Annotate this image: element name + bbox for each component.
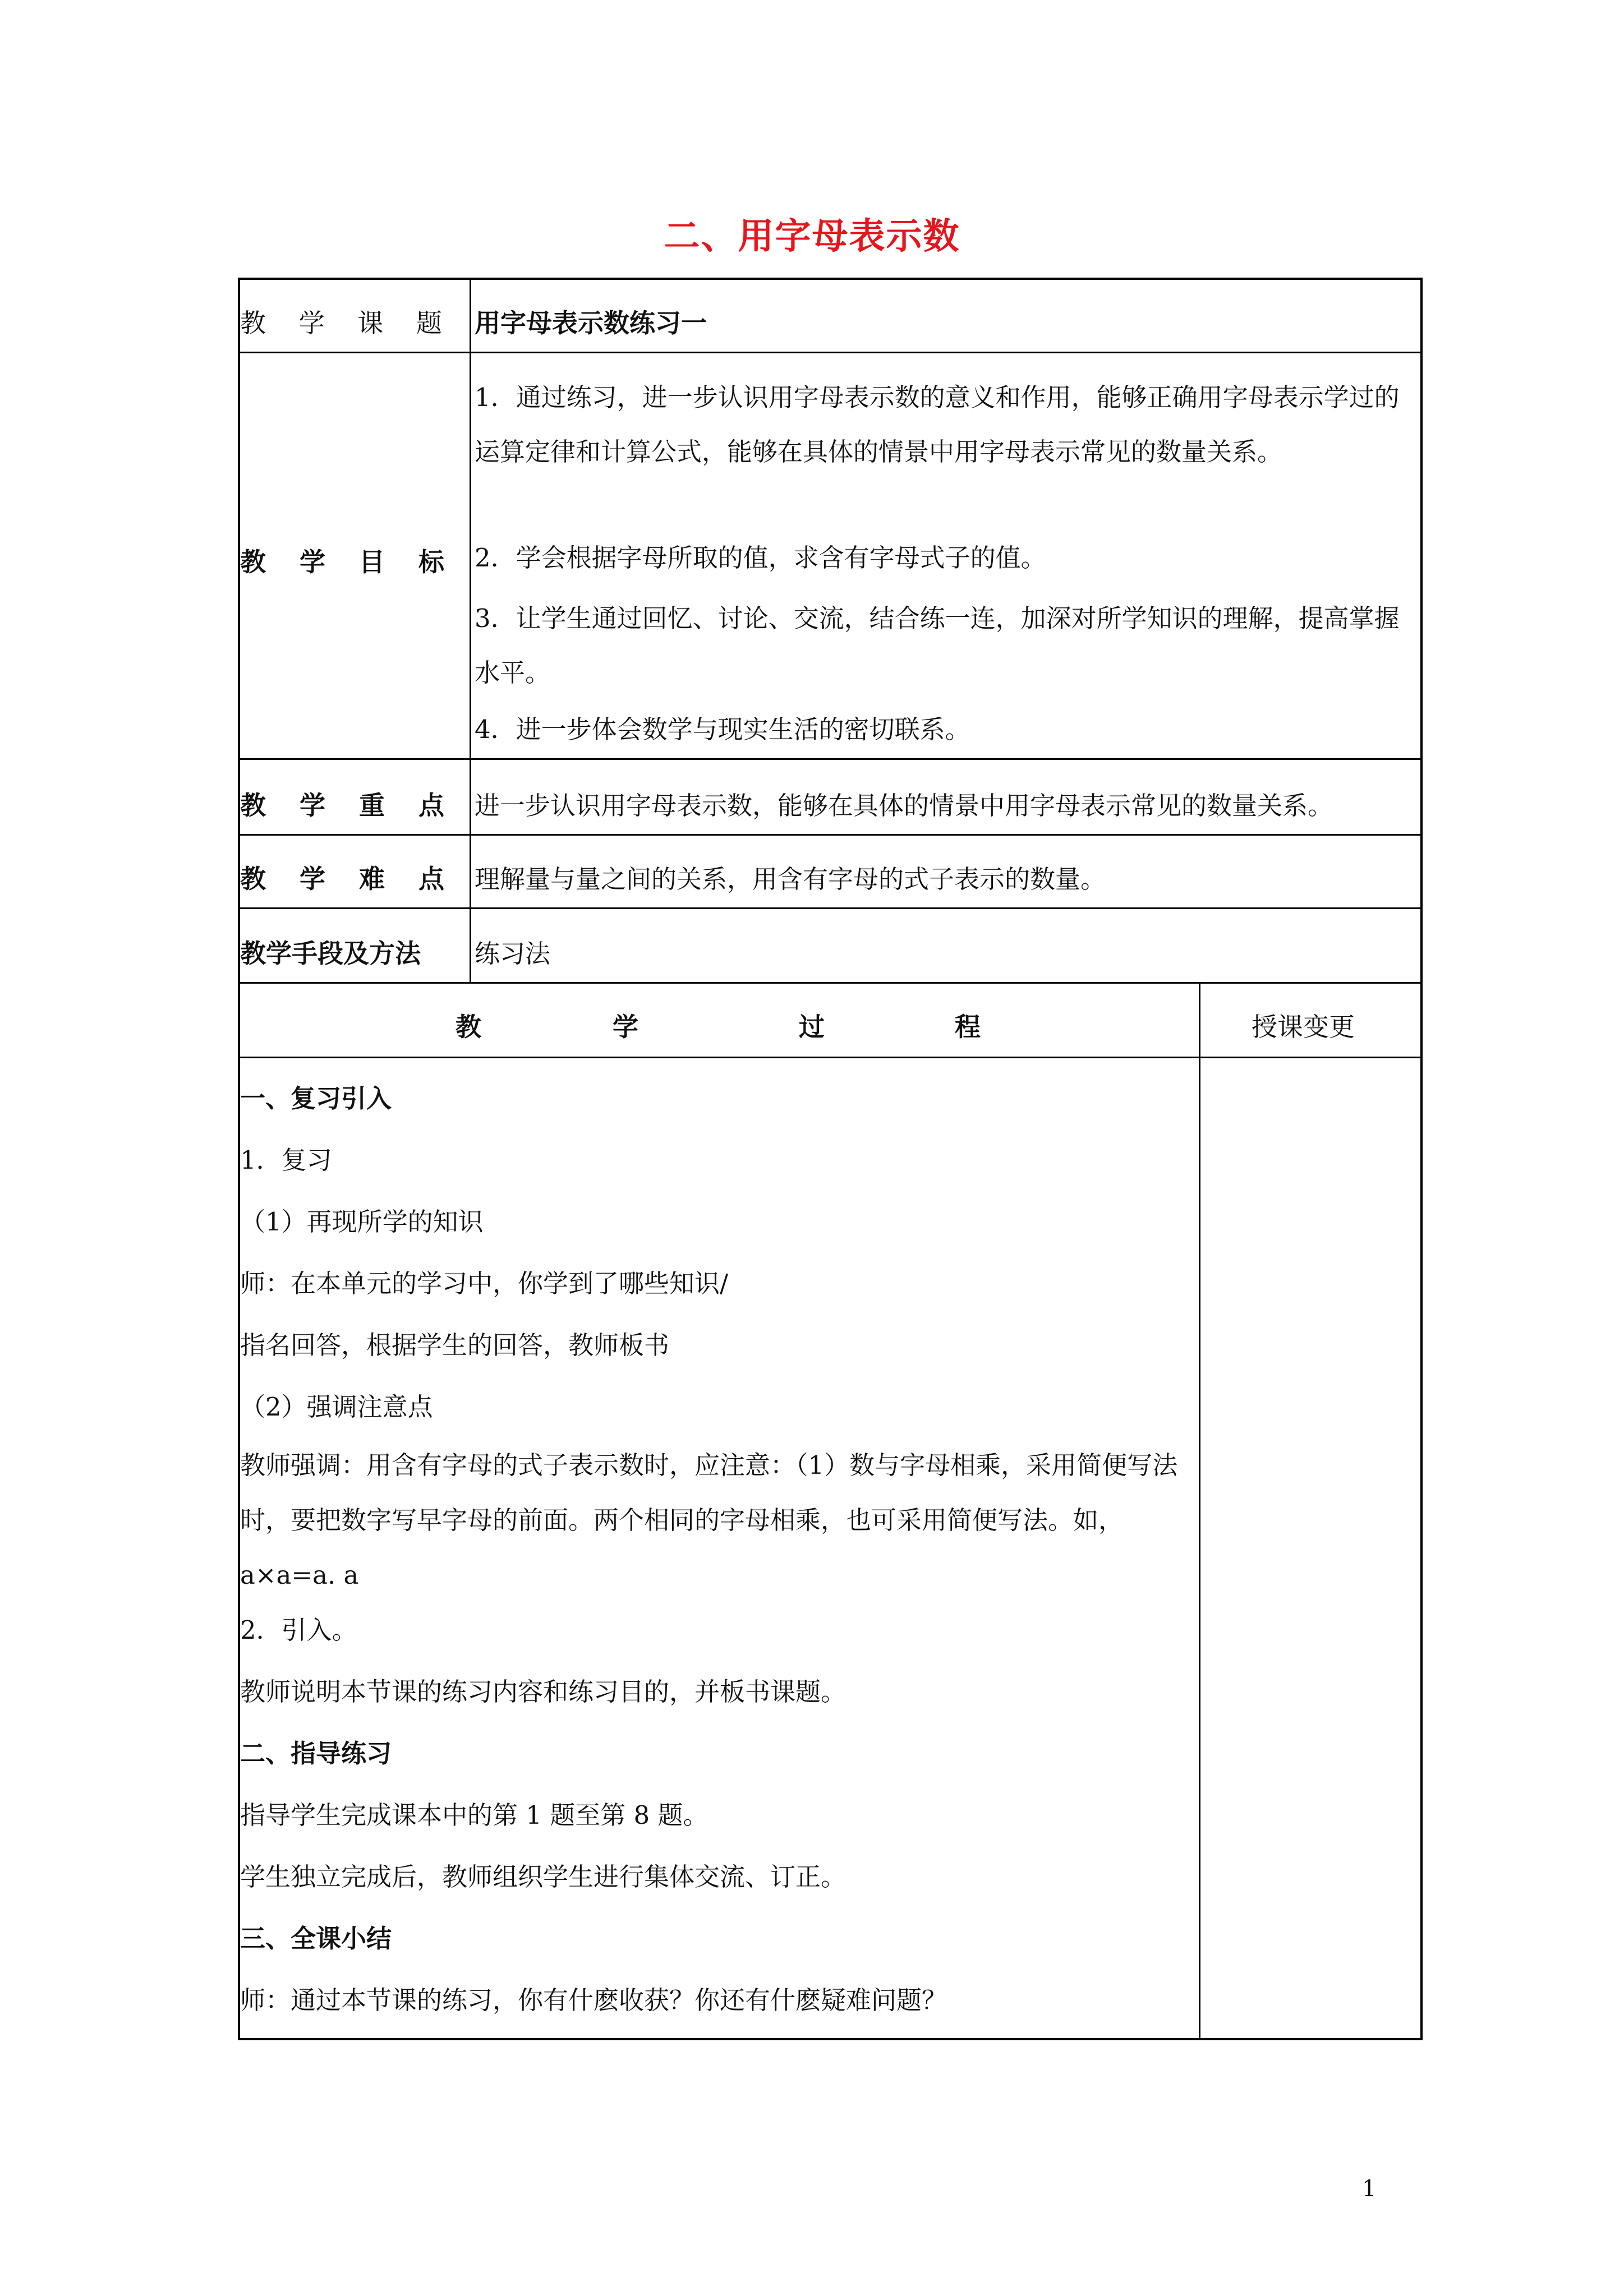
column-divider: [470, 278, 471, 983]
goals-label: 教 学 目 标: [240, 547, 457, 577]
row-divider: [238, 352, 1423, 353]
process-heading-char: 学: [613, 1012, 638, 1042]
key-points-value: 进一步认识用字母表示数，能够在具体的情景中用字母表示常见的数量关系。: [475, 791, 1333, 820]
goal-item: 4．进一步体会数学与现实生活的密切联系。: [475, 714, 970, 744]
key-points-label: 教 学 重 点: [240, 790, 457, 820]
method-label: 教学手段及方法: [240, 938, 421, 969]
document-title: 二、用字母表示数: [664, 216, 960, 257]
process-line: 2．引入。: [240, 1615, 357, 1645]
process-line: 1．复习: [240, 1145, 332, 1175]
row-divider: [238, 834, 1423, 836]
column-divider: [1199, 982, 1200, 2040]
page-number: 1: [1362, 2176, 1377, 2202]
topic-label: 教 学 课 题: [240, 308, 454, 338]
difficulties-value: 理解量与量之间的关系，用含有字母的式子表示的数量。: [475, 864, 1106, 894]
process-line: 师：在本单元的学习中，你学到了哪些知识/: [240, 1269, 729, 1298]
process-line: （2）强调注意点: [240, 1392, 433, 1422]
process-line: 师：通过本节课的练习，你有什麽收获？你还有什麽疑难问题？: [240, 1985, 947, 2015]
row-divider: [238, 907, 1423, 909]
process-heading-char: 教: [456, 1012, 481, 1042]
goal-item: 3．让学生通过回忆、讨论、交流，结合练一连，加深对所学知识的理解，提高掌握水平。: [475, 603, 1400, 688]
process-line: 指导学生完成课本中的第 1 题至第 8 题。: [240, 1800, 709, 1830]
row-divider: [238, 758, 1423, 760]
process-line: 教师说明本节课的练习内容和练习目的，并板书课题。: [240, 1677, 846, 1707]
process-line: 三、全课小结: [240, 1924, 392, 1953]
process-line: 教师强调：用含有字母的式子表示数时，应注意：（1）数与字母相乘，采用简便写法时，要把数字写早字母的前面。两个相同的字母相乘，也可采用简便写法。如，a×a=a. a: [240, 1450, 1178, 1590]
process-line: （1）再现所学的知识: [240, 1207, 484, 1237]
process-line: 学生独立完成后，教师组织学生进行集体交流、订正。: [240, 1862, 846, 1892]
row-divider: [238, 982, 1423, 984]
process-heading-char: 过: [799, 1012, 825, 1042]
goal-item: 2．学会根据字母所取的值，求含有字母式子的值。: [475, 543, 1046, 573]
topic-value: 用字母表示数练习一: [475, 308, 707, 338]
row-divider: [238, 1057, 1423, 1058]
goal-item: 1．通过练习，进一步认识用字母表示数的意义和作用，能够正确用字母表示学过的运算定律和计算公式，能够在具体的情景中用字母表示常见的数量关系。: [475, 382, 1400, 467]
method-value: 练习法: [475, 939, 551, 969]
process-heading-char: 程: [955, 1012, 981, 1042]
difficulties-label: 教 学 难 点: [240, 864, 457, 894]
process-line: 一、复习引入: [240, 1084, 392, 1113]
changes-heading: 授课变更: [1252, 1012, 1355, 1042]
process-line: 二、指导练习: [240, 1739, 392, 1768]
process-line: 指名回答，根据学生的回答，教师板书: [240, 1330, 670, 1360]
